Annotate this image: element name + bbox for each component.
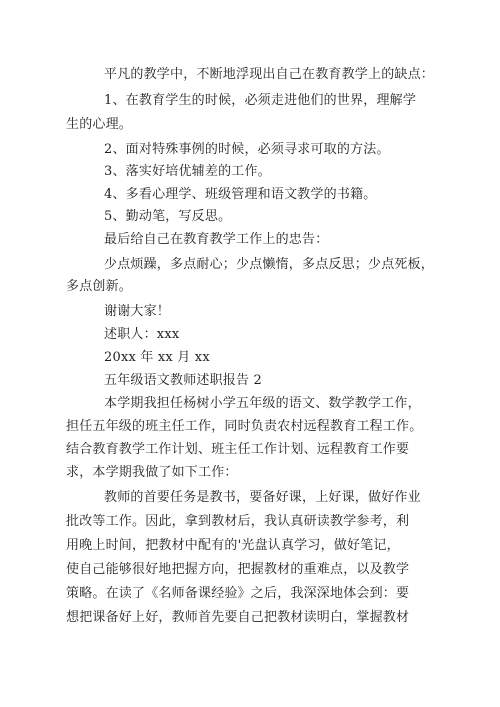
text-line: 策略。在读了《名师备课经验》之后，我深深地体会到：要 bbox=[66, 586, 410, 601]
text-line: 教师的首要任务是教书，要备好课，上好课，做好作业 bbox=[104, 490, 421, 505]
text-line: 批改等工作。因此，拿到教材后，我认真研读教学参考，利 bbox=[66, 514, 410, 529]
text-line: 5、勤动笔，写反思。 bbox=[104, 209, 232, 224]
text-line: 4、多看心理学、班级管理和语文教学的书籍。 bbox=[104, 187, 377, 202]
text-line: 2、面对特殊事例的时候，必须寻求可取的方法。 bbox=[104, 142, 390, 157]
text-line: 生的心理。 bbox=[66, 117, 133, 132]
text-line: 想把课备好上好，教师首先要自己把教材读明白，掌握教材 bbox=[66, 610, 410, 625]
text-line: 3、落实好培优辅差的工作。 bbox=[104, 164, 271, 179]
text-line: 述职人：xxx bbox=[104, 327, 180, 342]
text-line: 1、在教育学生的时候，必须走进他们的世界，理解学 bbox=[104, 93, 417, 108]
text-line: 平凡的教学中，不断地浮现出自己在教育教学上的缺点： bbox=[104, 67, 435, 82]
text-line: 谢谢大家！ bbox=[104, 304, 171, 319]
text-line: 20xx 年 xx 月 xx bbox=[104, 350, 210, 365]
text-line: 结合教育教学工作计划、班主任工作计划、远程教育工作要 bbox=[66, 442, 410, 457]
text-line: 担任五年级的班主任工作，同时负责农村远程教育工程工作。 bbox=[66, 419, 423, 434]
text-line: 少点烦躁，多点耐心；少点懒惰，多点反思；少点死板， bbox=[104, 257, 435, 272]
section-title: 五年级语文教师述职报告 2 bbox=[104, 373, 263, 388]
text-line: 最后给自己在教育教学工作上的忠告： bbox=[104, 232, 329, 247]
text-line: 求，本学期我做了如下工作： bbox=[66, 465, 238, 480]
text-line: 用晚上时间，把教材中配有的'光盘认真学习，做好笔记， bbox=[66, 538, 400, 553]
text-line: 本学期我担任杨树小学五年级的语文、数学教学工作， bbox=[104, 396, 421, 411]
text-line: 多点创新。 bbox=[66, 279, 133, 294]
text-line: 使自己能够很好地把握方向，把握教材的重难点，以及教学 bbox=[66, 562, 410, 577]
